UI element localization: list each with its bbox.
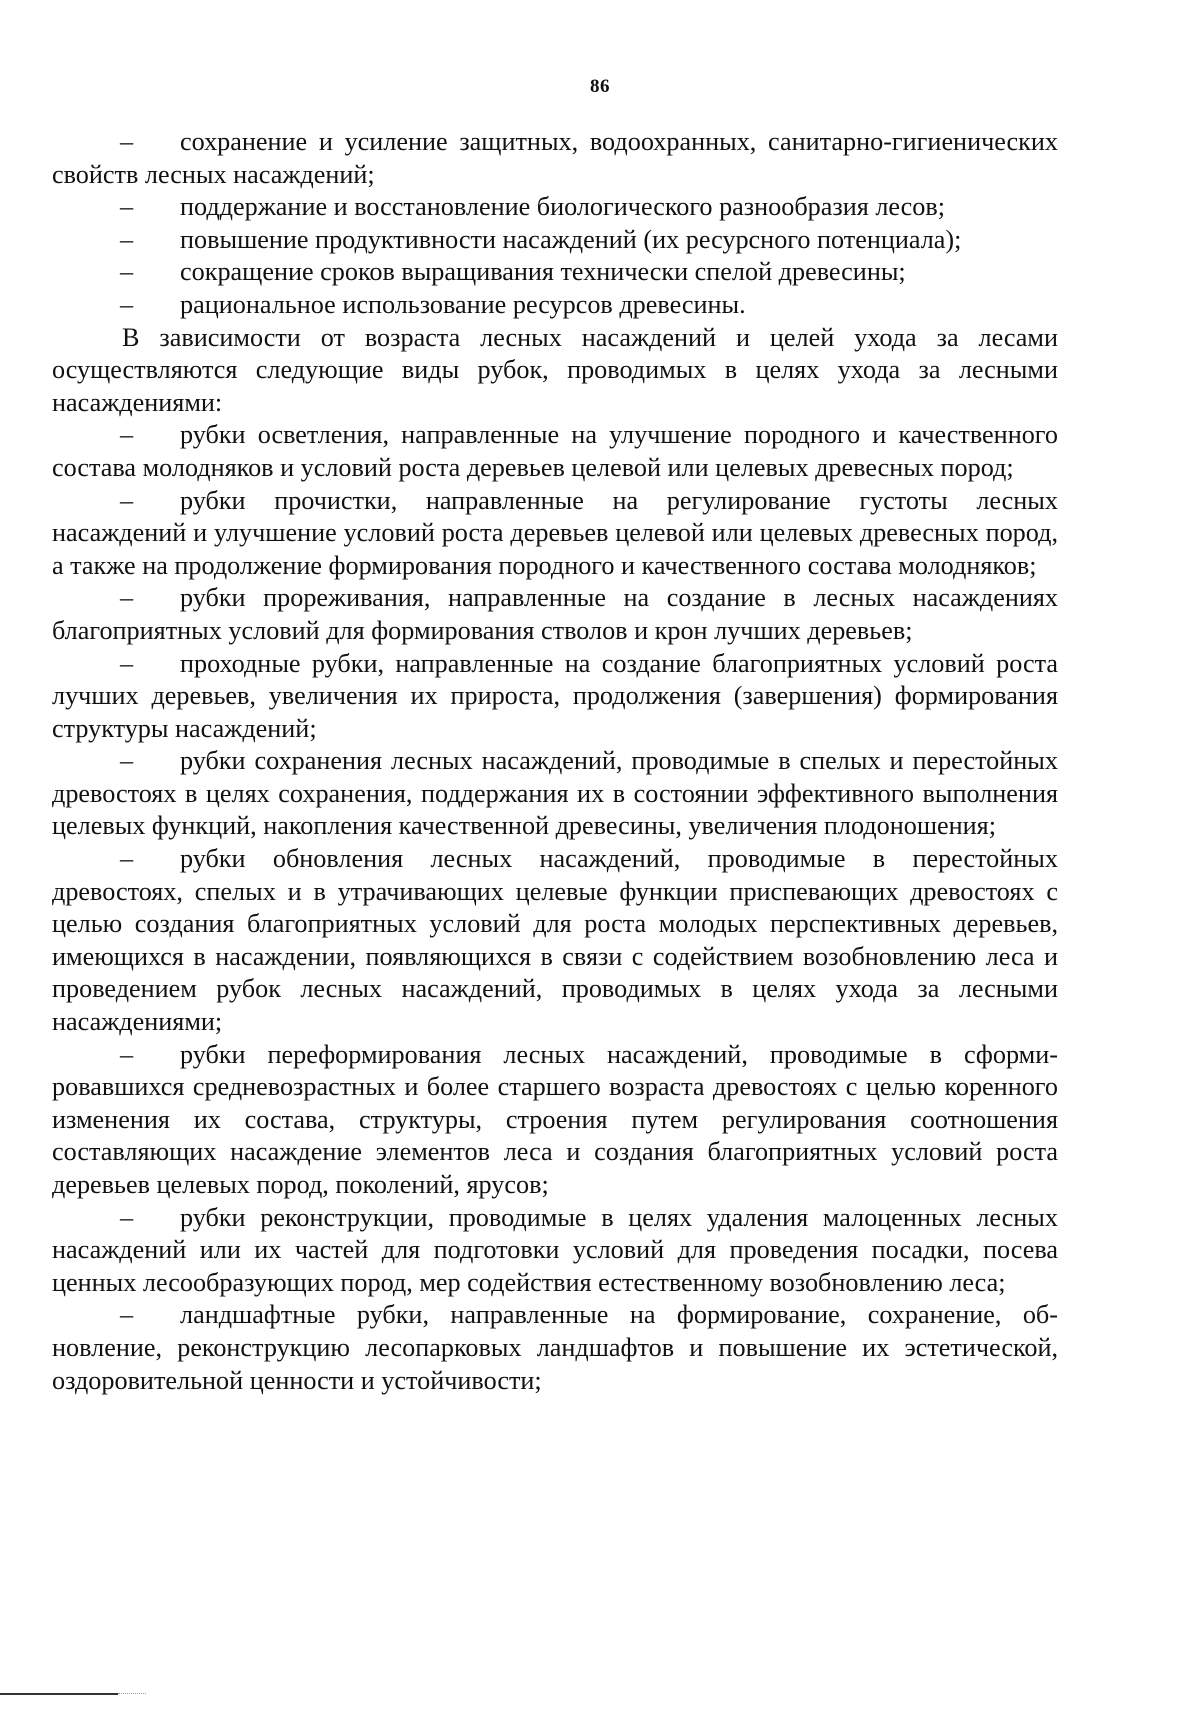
dash-bullet: – (120, 127, 134, 156)
dash-bullet: – (120, 224, 134, 254)
page-number: 86 (590, 76, 610, 97)
list-item (52, 126, 1058, 191)
dash-bullet: – (120, 1202, 134, 1232)
paragraph-text: повышение продуктивности насаждений (их ресурсного потенциала); (180, 224, 962, 254)
list-item (52, 289, 1058, 322)
paragraph-text: сохранение и усиление защитных, водоохранных, санитарно-гигиенических свойств лесных насаждений; (52, 127, 1058, 189)
paragraph-text: ландшафтные рубки, направленные на формирование, сохранение, обновление, реконструкцию лесопарковых ландшафтов и повышение их эстетической, оздоровительной ценности и устойчивости; (52, 1300, 1058, 1395)
dash-bullet: – (120, 289, 134, 319)
dash-bullet: – (120, 420, 134, 450)
list-item (52, 224, 1058, 257)
document-body (52, 126, 1058, 1397)
paragraph-text: рубки реконструкции, проводимые в целях удаления малоценных лесных насаждений или их частей для подготовки условий для проведения посадки, посева ценных лесообразующих пород, мер содействия естественному возобновлению леса; (52, 1202, 1058, 1297)
paragraph-text: сокращение сроков выращивания технически спелой древесины; (180, 257, 906, 287)
list-item (52, 1202, 1058, 1300)
paragraph-text: проходные рубки, направленные на создание благоприятных условий роста лучших деревьев, увеличения их прироста, продолжения (завершения) формирования структуры насаждений; (52, 648, 1058, 743)
dash-bullet: – (120, 844, 134, 874)
list-item (52, 256, 1058, 289)
list-item (52, 1039, 1058, 1202)
list-item (52, 745, 1058, 843)
dash-bullet: – (120, 1039, 134, 1069)
list-item (52, 419, 1058, 484)
dash-bullet: – (120, 583, 134, 613)
paragraph-text: рациональное использование ресурсов древесины. (180, 289, 746, 319)
paragraph-text: рубки прочистки, направленные на регулирование густоты лесных насаждений и улучшение условий роста деревьев целевой или целевых древесных пород, а также на продолжение формирования породного и качественного состава молодняков; (52, 485, 1058, 580)
list-item (52, 191, 1058, 224)
paragraph-text: В зависимости от возраста лесных насаждений и целей ухода за лесами осуществляются следующие виды рубок, проводимых в целях ухода за лесными насаждениями: (52, 322, 1058, 417)
dash-bullet: – (120, 746, 134, 776)
list-item (52, 648, 1058, 746)
dash-bullet: – (120, 1300, 134, 1330)
list-item (52, 843, 1058, 1039)
dash-bullet: – (120, 648, 134, 678)
footer-rule-extension (118, 1693, 146, 1694)
list-item (52, 1299, 1058, 1397)
paragraph-text: рубки обновления лесных насаждений, проводимые в перестойных древостоях, спелых и в утрачивающих целевые функции приспевающих древостоях с целью создания благоприятных условий для роста молодых перспективных деревьев, имеющихся в насаждении, появляющихся в связи с содействием возобновлению леса и проведением рубок лесных насаждений, проводимых в целях ухода за лесными насаждениями; (52, 844, 1058, 1037)
paragraph (52, 322, 1058, 420)
footer-rule (0, 1693, 118, 1695)
list-item (52, 485, 1058, 583)
paragraph-text: рубки переформирования лесных насаждений, проводимые в сформировавшихся средневозрастных и более старшего возраста древостоях с целью коренного изменения их состава, структуры, строения путем регулирования соотношения составляющих насаждение элементов леса и создания благоприятных условий роста деревьев целевых пород, поколений, ярусов; (52, 1039, 1058, 1199)
paragraph-text: поддержание и восстановление биологического разнообразия лесов; (180, 192, 946, 222)
dash-bullet: – (120, 192, 134, 222)
paragraph-text: рубки сохранения лесных насаждений, проводимые в спелых и перестойных древостоях в целях сохранения, поддержания их в состоянии эффективного выполнения целевых функций, накопления качественной древесины, увеличения плодоношения; (52, 746, 1058, 841)
dash-bullet: – (120, 485, 134, 515)
dash-bullet: – (120, 257, 134, 287)
paragraph-text: рубки осветления, направленные на улучшение породного и качественного состава молодняков и условий роста деревьев целевой или целевых древесных пород; (52, 420, 1058, 482)
paragraph-text: рубки прореживания, направленные на создание в лесных насаждениях благоприятных условий для формирования стволов и крон лучших деревьев; (52, 583, 1058, 645)
list-item (52, 582, 1058, 647)
